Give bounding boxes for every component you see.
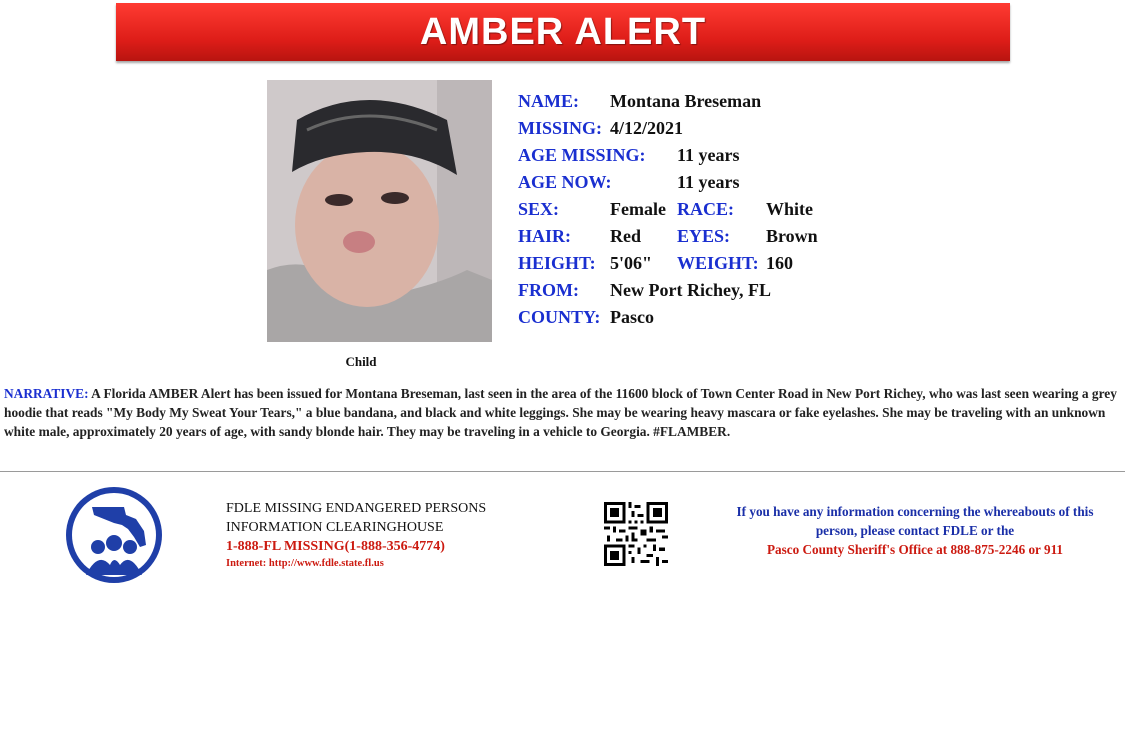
sex-label: SEX: <box>518 199 560 219</box>
county-value: Pasco <box>610 307 654 327</box>
photo-caption: Child <box>345 354 377 369</box>
clearinghouse-info <box>226 499 486 572</box>
county-label: COUNTY: <box>518 307 601 327</box>
contact-line2: person, please contact FDLE or the <box>815 523 1015 538</box>
narrative-label: NARRATIVE: <box>4 386 89 401</box>
from-label: FROM: <box>518 280 579 300</box>
race-label: RACE: <box>677 199 734 219</box>
name-value: Montana Breseman <box>610 91 762 111</box>
amber-alert-banner <box>116 3 1010 61</box>
height-label: HEIGHT: <box>518 253 596 273</box>
sex-value: Female <box>610 199 666 219</box>
narrative-text: A Florida AMBER Alert has been issued for Montana Breseman, last seen in the area of the 11600 block of Town Center Road in New Port Richey, who was last seen wearing a grey hoodie that reads "My Body My Sweat Your Tears," a blue bandana, and black and white leggings. She may be wearing heavy mascara or fake eyelashes. She may be traveling with an unknown white male, approximately 20 years of age, with sandy blonde hair. They may be traveling in a vehicle to Georgia. #FLAMBER. <box>4 386 1117 439</box>
footer-divider <box>0 471 1125 472</box>
weight-value: 160 <box>766 253 793 273</box>
eyes-value: Brown <box>766 226 818 246</box>
race-value: White <box>766 199 813 219</box>
contact-line1: If you have any information concerning the whereabouts of this <box>736 504 1094 519</box>
name-label: NAME: <box>518 91 579 111</box>
org-name-line1: FDLE MISSING ENDANGERED PERSONS <box>226 501 487 516</box>
hotline-phone: 1-888-FL MISSING(1-888-356-4774) <box>226 539 445 554</box>
age-missing-value: 11 years <box>677 145 740 165</box>
child-photo <box>267 80 492 342</box>
org-name-line2: INFORMATION CLEARINGHOUSE <box>226 520 444 535</box>
clearinghouse-logo <box>64 485 164 585</box>
contact-info <box>712 502 1118 559</box>
from-value: New Port Richey, FL <box>610 280 771 300</box>
weight-label: WEIGHT: <box>677 253 759 273</box>
narrative <box>4 384 1122 441</box>
hair-value: Red <box>610 226 641 246</box>
age-now-value: 11 years <box>677 172 740 192</box>
height-value: 5'06" <box>610 253 652 273</box>
age-missing-label: AGE MISSING: <box>518 145 646 165</box>
missing-value: 4/12/2021 <box>610 118 684 138</box>
missing-label: MISSING: <box>518 118 603 138</box>
hair-label: HAIR: <box>518 226 571 246</box>
internet-link[interactable]: Internet: http://www.fdle.state.fl.us <box>226 558 384 569</box>
banner-title: AMBER ALERT <box>419 10 707 53</box>
age-now-label: AGE NOW: <box>518 172 612 192</box>
qr-code <box>604 502 668 566</box>
contact-line3: Pasco County Sheriff's Office at 888-875-2246 or 911 <box>766 542 1064 557</box>
eyes-label: EYES: <box>677 226 731 246</box>
